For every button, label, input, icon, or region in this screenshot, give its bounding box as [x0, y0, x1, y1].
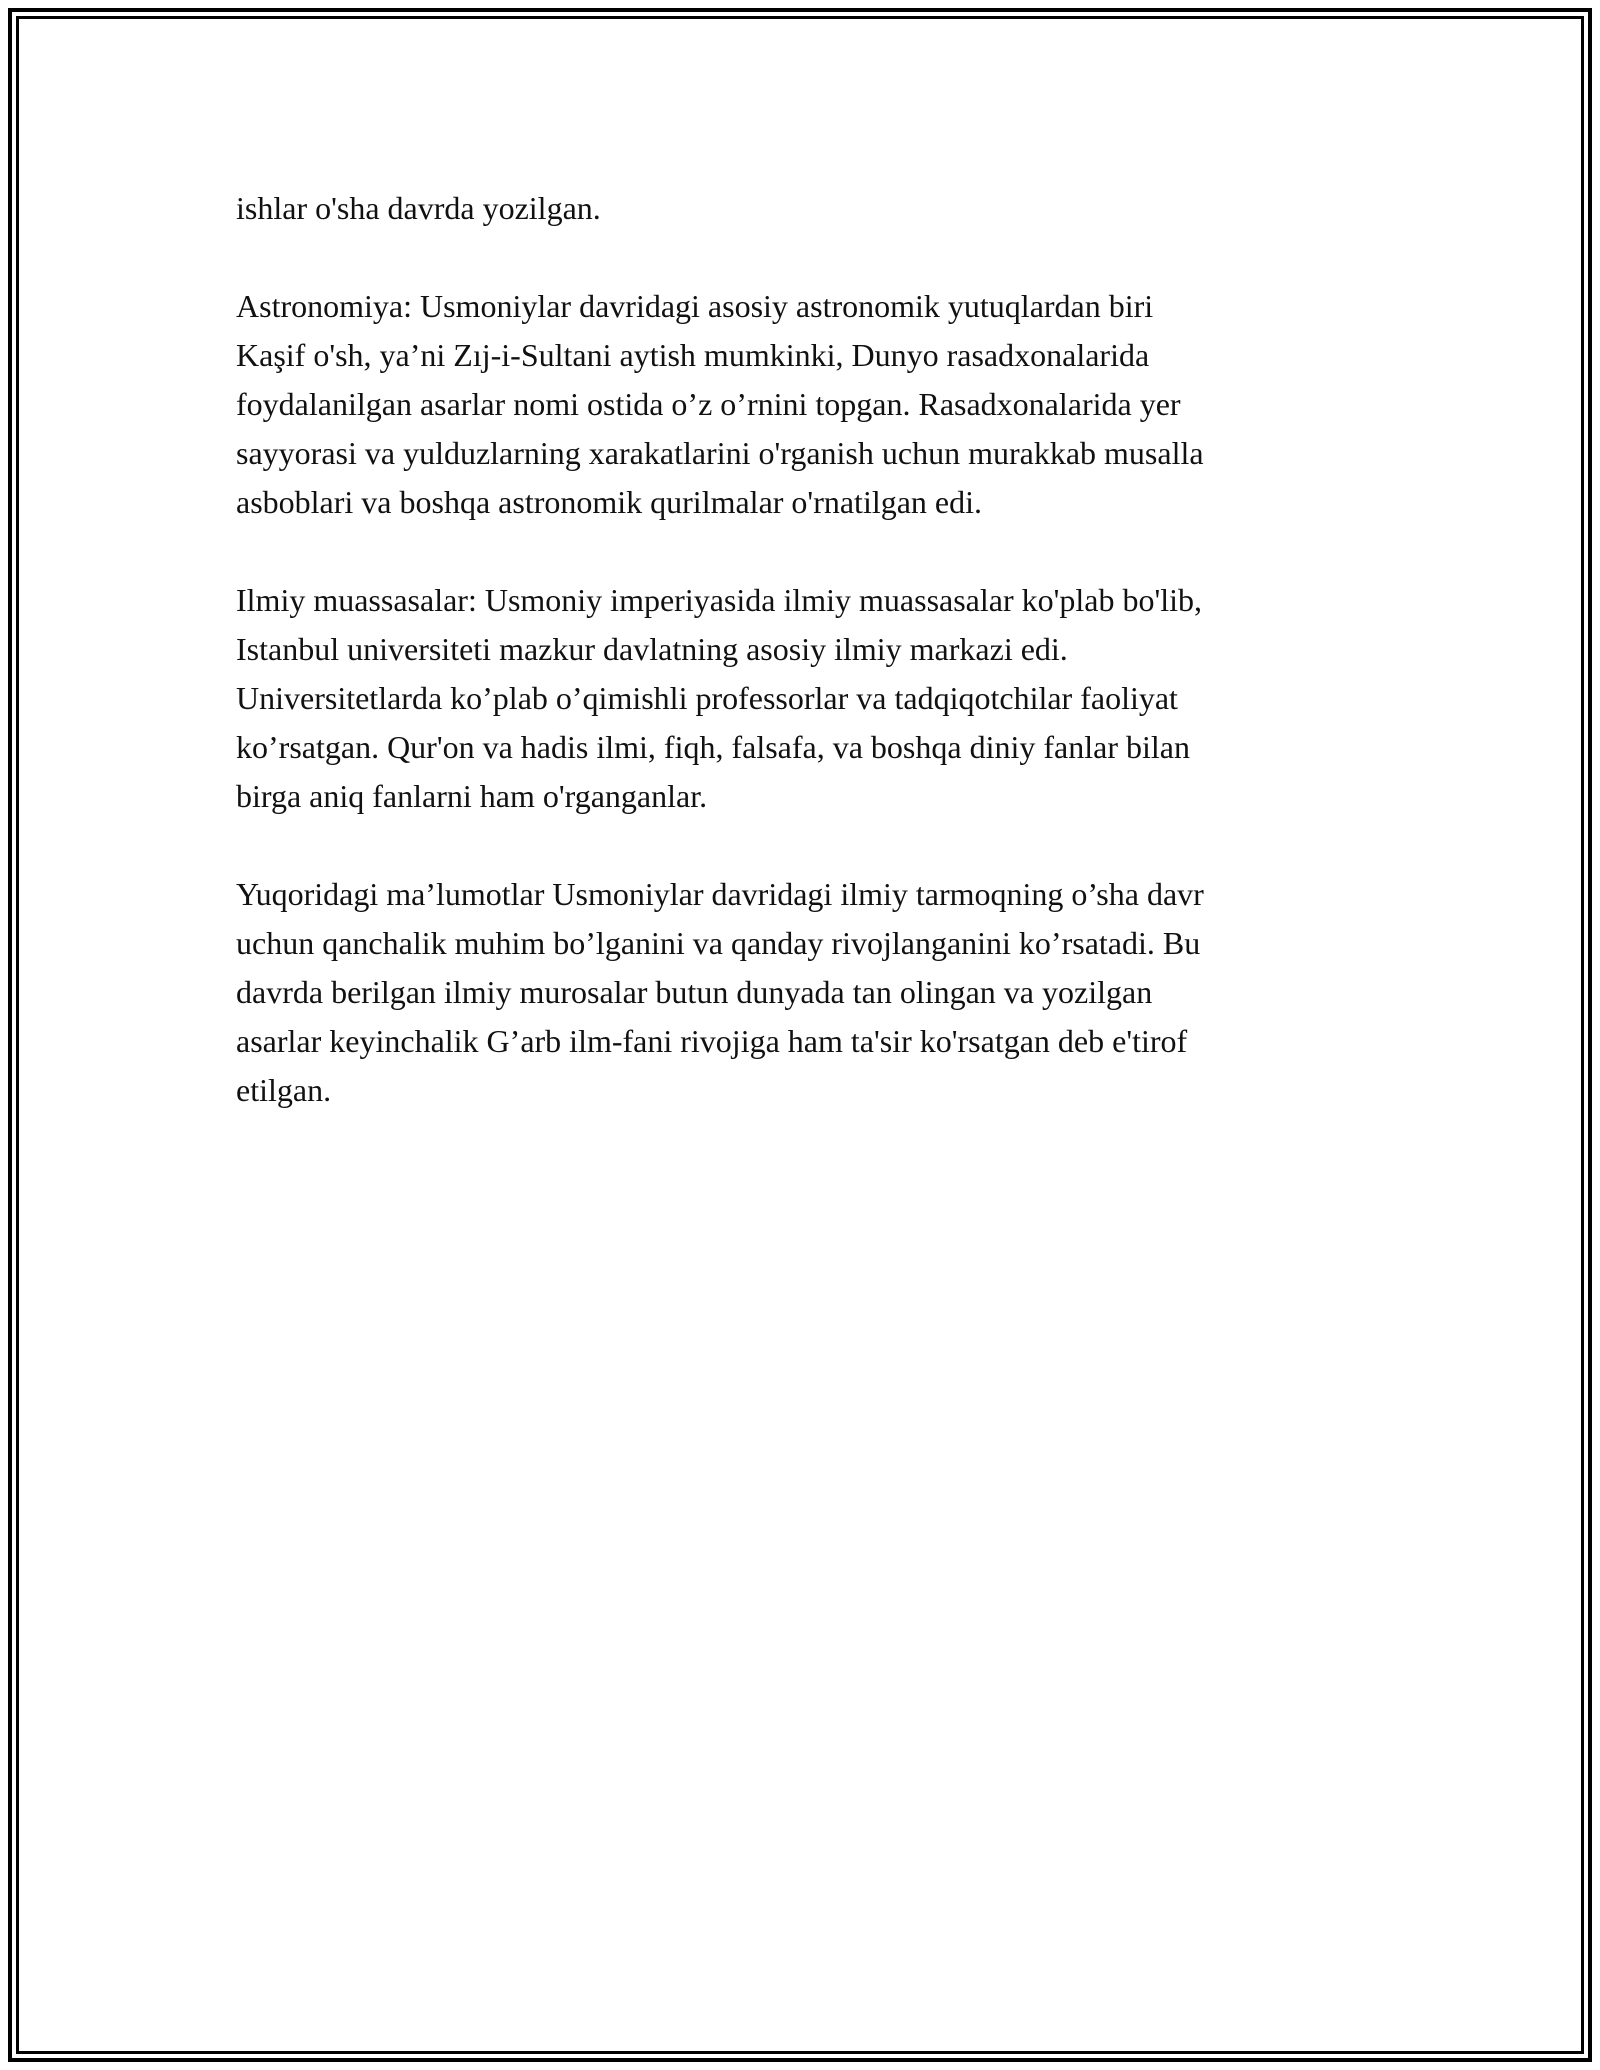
text-line: etilgan.	[236, 1072, 332, 1108]
text-line: Ilmiy muassasalar: Usmoniy imperiyasida ilmiy muassasalar ko'plab bo'lib,	[236, 582, 1203, 618]
text-line: ko’rsatgan. Qur'on va hadis ilmi, fiqh, falsafa, va boshqa diniy fanlar bilan	[236, 729, 1190, 765]
text-line: asarlar keyinchalik G’arb ilm-fani rivojiga ham ta'sir ko'rsatgan deb e'tirof	[236, 1023, 1188, 1059]
text-line: uchun qanchalik muhim bo’lganini va qanday rivojlanganini ko’rsatadi. Bu	[236, 925, 1201, 961]
paragraph-intro	[236, 184, 1366, 233]
text-line: Yuqoridagi ma’lumotlar Usmoniylar davridagi ilmiy tarmoqning o’sha davr	[236, 876, 1204, 912]
text-line: Universitetlarda ko’plab o’qimishli professorlar va tadqiqotchilar faoliyat	[236, 680, 1178, 716]
text-line: Astronomiya: Usmoniylar davridagi asosiy astronomik yutuqlardan biri	[236, 288, 1154, 324]
paragraph-institutions	[236, 576, 1366, 821]
paragraph-conclusion	[236, 870, 1366, 1115]
text-line: foydalanilgan asarlar nomi ostida o’z o’rnini topgan. Rasadxonalarida yer	[236, 386, 1181, 422]
text-line: sayyorasi va yulduzlarning xarakatlarini o'rganish uchun murakkab musalla	[236, 435, 1204, 471]
text-line: davrda berilgan ilmiy murosalar butun dunyada tan olingan va yozilgan	[236, 974, 1153, 1010]
text-line: Kaşif o'sh, ya’ni Zıj-i-Sultani aytish mumkinki, Dunyo rasadxonalarida	[236, 337, 1150, 373]
text-line: Istanbul universiteti mazkur davlatning asosiy ilmiy markazi edi.	[236, 631, 1068, 667]
document-body	[236, 184, 1366, 1164]
text-line: birga aniq fanlarni ham o'rganganlar.	[236, 778, 708, 814]
text-line: asboblari va boshqa astronomik qurilmalar o'rnatilgan edi.	[236, 484, 983, 520]
text-line: ishlar o'sha davrda yozilgan.	[236, 190, 601, 226]
paragraph-astronomy	[236, 282, 1366, 527]
